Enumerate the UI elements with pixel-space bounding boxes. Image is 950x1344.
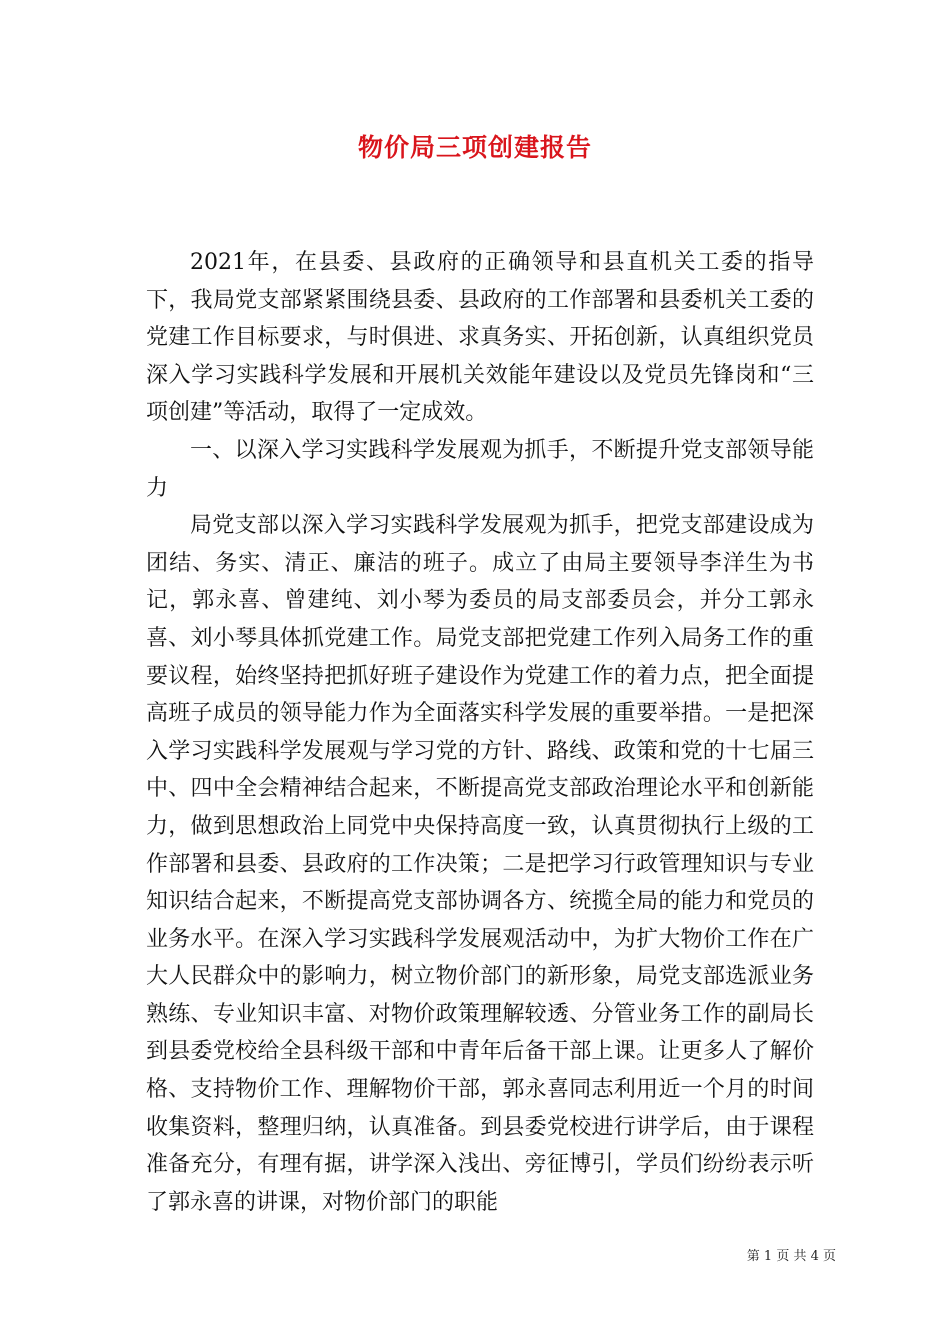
document-body bbox=[146, 244, 814, 1221]
paragraph-intro: 2021年，在县委、县政府的正确领导和县直机关工委的指导下，我局党支部紧紧围绕县委、县政府的工作部署和县委机关工委的党建工作目标要求，与时俱进、求真务实、开拓创新，认真组织党员深入学习实践科学发展和开展机关效能年建设以及党员先锋岗和“三项创建”等活动，取得了一定成效。 bbox=[146, 250, 814, 426]
document-title: 物价局三项创建报告 bbox=[357, 133, 592, 162]
page-number: 第 1 页 共 4 页 bbox=[746, 1249, 836, 1264]
paragraph-section-heading: 一、以深入学习实践科学发展观为抓手，不断提升党支部领导能力 bbox=[146, 437, 814, 501]
paragraph-section-body: 局党支部以深入学习实践科学发展观为抓手，把党支部建设成为团结、务实、清正、廉洁的班子。成立了由局主要领导李洋生为书记，郭永喜、曾建纯、刘小琴为委员的局支部委员会，并分工郭永喜、刘小琴具体抓党建工作。局党支部把党建工作列入局务工作的重要议程，始终坚持把抓好班子建设作为党建工作的着力点，把全面提高班子成员的领导能力作为全面落实科学发展的重要举措。一是把深入学习实践科学发展观与学习党的方针、路线、政策和党的十七届三中、四中全会精神结合起来，不断提高党支部政治理论水平和创新能力，做到思想政治上同党中央保持高度一致，认真贯彻执行上级的工作部署和县委、县政府的工作决策；二是把学习行政管理知识与专业知识结合起来，不断提高党支部协调各方、统揽全局的能力和党员的业务水平。在深入学习实践科学发展观活动中，为扩大物价工作在广大人民群众中的影响力，树立物价部门的新形象，局党支部选派业务熟练、专业知识丰富、对物价政策理解较透、分管业务工作的副局长到县委党校给全县科级干部和中青年后备干部上课。让更多人了解价格、支持物价工作、理解物价干部，郭永喜同志利用近一个月的时间收集资料，整理归纳，认真准备。到县委党校进行讲学后，由于课程准备充分，有理有据，讲学深入浅出、旁征博引，学员们纷纷表示听了郭永喜的讲课，对物价部门的职能 bbox=[146, 513, 814, 1215]
